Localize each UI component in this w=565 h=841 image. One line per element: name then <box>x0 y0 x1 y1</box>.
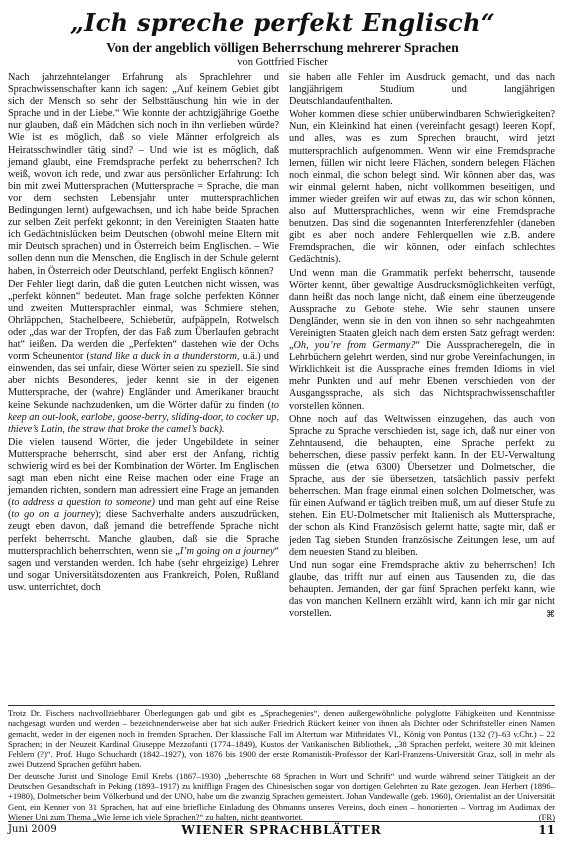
text-run: “ Die Ausspracheregeln, die in Lehrbüchern gelehrt werden, sind nur grobe Vereinfachungen, in Wirklichkeit ist die Aussprache eines fremden Idioms in viel mehr Punkten und auf mehr Ebenen verschieden von der Ausgangssprache, als sich das Nichtsprachwissenschaftler vorstellen können. <box>289 340 555 412</box>
text-run: und man geht auf eine Reise ( <box>8 497 279 521</box>
paragraph <box>289 560 555 620</box>
text-run: u.ä.) und einwenden, das sei unfair, diese Wörter seien zu speziell. Sie sind aber nichts Besonderes, jeder kennt sie in der eigenen Muttersprache, der (wahre) Engländer und Amerikaner braucht keine Sekunde nachzudenken, um die Wörter dafür zu finden ( <box>8 351 280 411</box>
paragraph: Woher kommen diese schier unüberwindbaren Schwierigkeiten? Nun, ein Kleinkind hat einen (vereinfacht gesagt) leeren Kopf, und alles, was es zum Sprechen braucht, wird jetzt muttersprachlich aufgenommen. Wenn wir eine Fremdsprache lernen, füllen wir nicht leere Flächen, sondern belegen Flächen noch einmal, die schon belegt sind. Wir können aber das, was wir einmal gelernt haben, nicht vollkommen beseitigen, und immer wieder greifen wir auf etwas zu, das wir schon können, also auf Muttersprachliches, wenn wir eine Fremdsprache benutzen. Das sind die sogenannten Interferenzfehler (daneben gibt es aber noch andere Fehlerquellen wie z.B. andere Fremdsprachen, die wir können, oder einfach schlechtes Gedächtnis). <box>289 109 555 266</box>
text-run: Die vielen tausend Wörter, die jeder Ungebildete in seiner Muttersprache beherrscht, sind aber erst der Anfang, richtig schwierig wird es bei der Kombination der Wörter. Im Englischen sagt man eben nicht eine Reise machen oder eine Frage an jemanden richten, sondern man adressiert eine Frage an jemanden ( <box>8 436 279 509</box>
italic-phrase: stand like a duck in a thunderstorm, <box>89 351 240 363</box>
text-run: Und nun sogar eine Fremdsprache aktiv zu beherrschen! Ich glaube, das trifft nur auf einen aus Tausenden zu, die das behaupten. Jemanden, der gar fünf Sprachen perfekt kann, wie das von manchen Kellnern erzählt wird, kann ich mir gar nicht vorstellen. <box>289 559 555 620</box>
paragraph: Ohne noch auf das Weltwissen einzugehen, das auch von Sprache zu Sprache verschieden ist, sage ich, daß nur einer von Zehntausend, die behaupten, eine Sprache perfekt zu beherrschen, diese passiv perfekt kann. In der EU-Verwaltung müssen die (etwa 6300) Übersetzer und Dolmetscher, die Sprache, aus der sie übersetzen, tatsächlich passiv perfekt beherrschen. Man frage einmal einen solchen Dolmetscher, was für einen Aufwand er täglich treiben muß, um auf dieser Stufe zu stehen. Ein EU-Dolmetscher mit Italienisch als Muttersprache, der schon als Kind Französisch gelernt hatte, sagte mir, daß er jeden Tag sieben Stunden französische Zeitungen lese, um auf dem neuesten Stand zu bleiben. <box>289 413 555 558</box>
article-title: „Ich spreche perfekt Englisch“ <box>70 8 495 37</box>
text-run: Der Fehler liegt darin, daß die guten Leutchen nicht wissen, was „perfekt können“ bedeutet. Man frage solche perfekten Könner und zweiten Muttersprachler einmal, was Schmiere stehen, Ohrläppchen, Stachelbeere, Schiebetür, aufpäppeln, Rotwelsch oder „das war der Tropfen, der das Faß zum Überlaufen gebracht hat“ ieißen. Da werden die „Perfekten“ dastehen wie der Ochs vorm Scheunentor ( <box>8 278 279 363</box>
end-of-article-icon: ⌘ <box>546 609 555 620</box>
paragraph <box>8 437 279 594</box>
paragraph: sie haben alle Fehler im Ausdruck gemacht, und das nach langjährigem Studium und langjährigen Deutschlandaufenthalten. <box>289 72 555 108</box>
left-column <box>8 72 279 594</box>
right-column <box>289 72 555 620</box>
note-paragraph <box>8 771 555 822</box>
text-run: “ sagen und verstanden werden. Ich habe (sehr ehrgeizige) Lehrer und sogar Universitätsdozenten aus Frankreich, Polen, Rußland usw. unterrichtet, doch <box>8 545 280 593</box>
italic-phrase: to address a question to someone) <box>11 497 155 509</box>
italic-phrase: to keep an out-look, earlobe, goose-berry, sliding-door, to cocker up, thieve’s Latin, the straw that broke the camel’s back). <box>8 399 279 435</box>
issue-date: Juni 2009 <box>8 824 57 835</box>
editor-note <box>8 705 555 822</box>
article-subtitle: Von der angeblich völligen Beherrschung mehrerer Sprachen <box>106 40 459 55</box>
text-run: Der deutsche Jurist und Sinologe Emil Krebs (1867–1930) „beherrschte 68 Sprachen in Wort und Schrift“ und wurde während seiner Tätigkeit an der Deutschen Gesandtschaft in Peking (1893–1917) zu knifflign Fragen des Chinesischen sogar von dortigen Gelehrten zu Rate gezogen. Jean Herbert (1896–+1980), Dolmetscher beim Völkerbund und der UNO, habe um die zwanzig Sprachen gemeistert. Johan Vandewalle (geb. 1960), Orientalist an der Universität Gent, ein Kenner von 31 Sprachen, hat auf eine briefliche Einladung des Obmanns unseres Vereins, doch einen – honorierten – Vortrag im Audimax der Wiener Uni zum Thema „Wie lerne ich viele Sprachen?“ zu halten, nicht geantwortet. <box>8 770 555 822</box>
text-run: Und wenn man die Grammatik perfekt beherrscht, tausende Wörter kennt, über gewaltige Ausdrucksmöglichkeiten verfügt, dann heißt das noch lange nicht, daß einem eine überzeugende Aussprache zu Gebote stehe. Wie sehr staunen unsere Dengländer, wenn sie in den von ihnen so sehr nachgeahmten Vereinigten Staaten gleich nach dem ersten Satz gefragt werden: „ <box>289 267 555 352</box>
magazine-name: WIENER SPRACHBLÄTTER <box>181 823 382 837</box>
note-paragraph: Trotz Dr. Fischers nachvollziehbarer Überlegungen gab und gibt es „Sprachegenies“, denen außergewöhnliche polyglotte Fähigkeiten und Kenntnisse nachgesagt wurden und werden – bezeichnenderweise aber hat sich außer Friedrich Rückert keiner von ihnen als Dichter oder Schriftsteller einen Namen gemacht, weder in der eigenen noch in fremden Sprachen. Der klassische Fall im Altertum war Mithridates VI., König von Pontus (132 (?)–63 v.Chr.) – 22 Sprachen; in der Neuzeit Kardinal Giuseppe Mezzofanti (1774–1849), Kustos der Vatikanischen Bibliothek, „38 Sprachen perfekt, weitere 30 mit kleinen Fehlern (?)“. Prof. Hugo Schuchardt (1842–1927), von 1876 bis 1900 der erste Romanistik-Professor der Karl-Franzens-Universität Graz, soll in mehr als zwei Dutzend Sprachen geführt haben. <box>8 708 555 770</box>
editor-signature: (FR) <box>538 811 555 822</box>
text-run: ); diese Sachverhalte anders auszudrücken, zeugt eben davon, daß jemand die betreffende Sprache nicht perfekt beherrscht. Manche glauben, daß sie die Sprache muttersprachlich beherrschten, wenn sie „ <box>8 509 280 557</box>
italic-phrase: to go on a journey <box>11 509 96 521</box>
paragraph <box>8 279 279 436</box>
paragraph: Nach jahrzehntelanger Erfahrung als Sprachlehrer und Sprachwissenschafter kann ich sagen: „Auf keinem Gebiet gibt sich der Mensch so sehr der Selbsttäuschung hin wie in der Sprache und in der Liebe.“ Wie konnte der achtzigjährige Goethe nur glauben, daß ein Mädchen sich noch in ihn verlieben würde? Wie ist es möglich, daß so viele Männer erfolgreich als Heiratsschwindler tätig sind? – Und wie ist es möglich, daß jemand glaubt, eine Fremdsprache perfekt zu beherrschen? Ich weiß, wovon ich rede, und zwar aus persönlicher Erfahrung: Ich bin mit zwei Muttersprachen (Muttersprache = Sprache, die man vor dem sechsten Lebensjahr unter muttersprachlichen Bedingungen lernt) aufgewachsen, und ich habe beide Sprachen zur selben Zeit perfekt gekonnt; in den Vereinigten Staaten hatte ich Gedächtnislücken beim Deutschen (obwohl meine Eltern mit mir Deutsch sprachen) und in Österreich beim Englischen. – Wie sollen denn nun die Menschen, die Englisch in der Schule gelernt haben, in Österreich oder Deutschland, perfekt Englisch können? <box>8 72 279 277</box>
paragraph <box>289 268 555 413</box>
italic-phrase: I’m going on a journey <box>179 545 275 557</box>
article-author: von Gottfried Fischer <box>237 57 328 68</box>
page-footer <box>8 821 555 837</box>
page-number: 11 <box>538 823 555 837</box>
italic-phrase: Oh, you’re from Germany? <box>293 340 416 352</box>
